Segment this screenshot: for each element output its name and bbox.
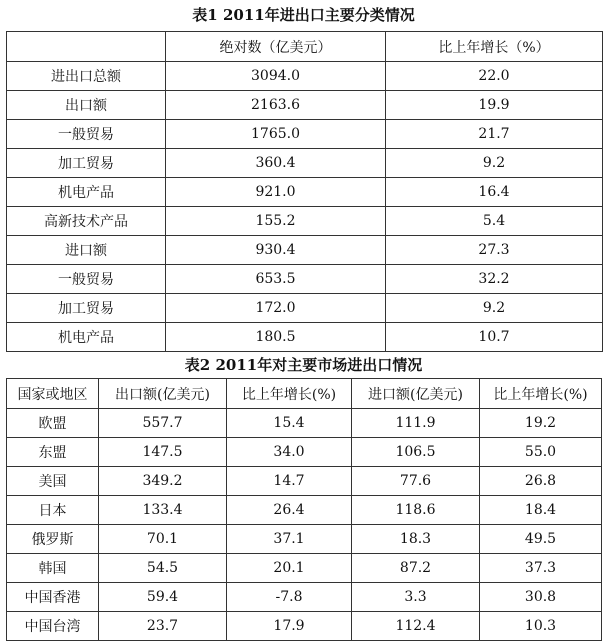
table2-row-value: 37.1 [227,525,352,554]
table1-row-value: 9.2 [386,294,603,323]
table2-row [7,525,602,554]
table1-row-value: 3094.0 [166,62,386,91]
table2-row-value: 133.4 [99,496,227,525]
table1-row [7,62,603,91]
table2-row-value: 106.5 [352,438,480,467]
table1-row [7,178,603,207]
table2-row-value: 15.4 [227,409,352,438]
table1-row-value: 21.7 [386,120,603,149]
table1-row-label: 进口额 [7,236,166,265]
table2-row [7,438,602,467]
table2-caption: 表2 2011年对主要市场进出口情况 [184,356,423,374]
table2-row-value: 49.5 [480,525,602,554]
table1-header-row [7,32,603,62]
table2-row-value: 147.5 [99,438,227,467]
table1-row-value: 1765.0 [166,120,386,149]
table2-row-value: 14.7 [227,467,352,496]
table2-row-value: 34.0 [227,438,352,467]
table2-row-value: 54.5 [99,554,227,583]
table1-row-value: 180.5 [166,323,386,352]
table2-header-cell: 进口额(亿美元) [352,379,480,409]
table1-row [7,120,603,149]
table1-row-value: 2163.6 [166,91,386,120]
table2-row-label: 中国台湾 [7,612,99,641]
table2-row-label: 中国香港 [7,583,99,612]
table2-row-value: 23.7 [99,612,227,641]
table2-row-value: 19.2 [480,409,602,438]
table1-row-label: 加工贸易 [7,149,166,178]
table2-row-value: 26.8 [480,467,602,496]
table2-body [7,409,602,641]
table2-row-label: 欧盟 [7,409,99,438]
table1-row [7,323,603,352]
table1-body [7,62,603,352]
table2-row-value: 77.6 [352,467,480,496]
table1-row-label: 机电产品 [7,178,166,207]
table1-row-label: 出口额 [7,91,166,120]
table1-row [7,207,603,236]
table2-row-value: 18.3 [352,525,480,554]
table1-row-value: 22.0 [386,62,603,91]
table2-row-value: 18.4 [480,496,602,525]
table2-trade-by-market [6,378,602,641]
table1-row-value: 653.5 [166,265,386,294]
table1-row [7,236,603,265]
table2-row-value: 111.9 [352,409,480,438]
table1-row-value: 27.3 [386,236,603,265]
table1-row-label: 机电产品 [7,323,166,352]
table1-row-label: 进出口总额 [7,62,166,91]
table2-header-cell: 出口额(亿美元) [99,379,227,409]
table2-row [7,583,602,612]
table2-row-label: 俄罗斯 [7,525,99,554]
table1-row-value: 172.0 [166,294,386,323]
table1-row-value: 155.2 [166,207,386,236]
table2-row-value: 55.0 [480,438,602,467]
table1-row-value: 921.0 [166,178,386,207]
table2-row-value: 20.1 [227,554,352,583]
table2-row [7,409,602,438]
table1-row-label: 加工贸易 [7,294,166,323]
table2-row-label: 日本 [7,496,99,525]
table1-row-label: 高新技术产品 [7,207,166,236]
table1-import-export-by-category [6,31,603,352]
table2-row-value: 17.9 [227,612,352,641]
table1-row-value: 19.9 [386,91,603,120]
table2-row-value: 59.4 [99,583,227,612]
table2-row-value: 10.3 [480,612,602,641]
table2-row-value: 557.7 [99,409,227,438]
table2-row-value: 70.1 [99,525,227,554]
table1-row [7,91,603,120]
table1-row [7,265,603,294]
table2-row [7,496,602,525]
table2-header-cell: 比上年增长(%) [480,379,602,409]
table2-row-value: 37.3 [480,554,602,583]
table2-row-label: 韩国 [7,554,99,583]
table2-header-row [7,379,602,409]
table2-row-value: 118.6 [352,496,480,525]
table1-row [7,149,603,178]
table2-header-cell: 比上年增长(%) [227,379,352,409]
table2-row-value: 87.2 [352,554,480,583]
table2-row [7,612,602,641]
table1-row-value: 10.7 [386,323,603,352]
table1-row-value: 360.4 [166,149,386,178]
table2-row [7,467,602,496]
table1-row-value: 16.4 [386,178,603,207]
table1-row-value: 930.4 [166,236,386,265]
table2-header-cell: 国家或地区 [7,379,99,409]
table2-row-label: 美国 [7,467,99,496]
table1-row-value: 5.4 [386,207,603,236]
table1-header-cell [7,32,166,62]
table2-row-value: 349.2 [99,467,227,496]
table1-row-value: 32.2 [386,265,603,294]
table2-row-value: 112.4 [352,612,480,641]
table1-caption: 表1 2011年进出口主要分类情况 [192,6,415,24]
table2-row-value: 30.8 [480,583,602,612]
table2-row-value: 3.3 [352,583,480,612]
table1-row-value: 9.2 [386,149,603,178]
table2-row-value: 26.4 [227,496,352,525]
table1-header-cell: 比上年增长（%） [386,32,603,62]
table2-row-value: -7.8 [227,583,352,612]
table1-row-label: 一般贸易 [7,120,166,149]
table1-header-cell: 绝对数（亿美元） [166,32,386,62]
table1-row [7,294,603,323]
table2-row-label: 东盟 [7,438,99,467]
table1-row-label: 一般贸易 [7,265,166,294]
table2-row [7,554,602,583]
